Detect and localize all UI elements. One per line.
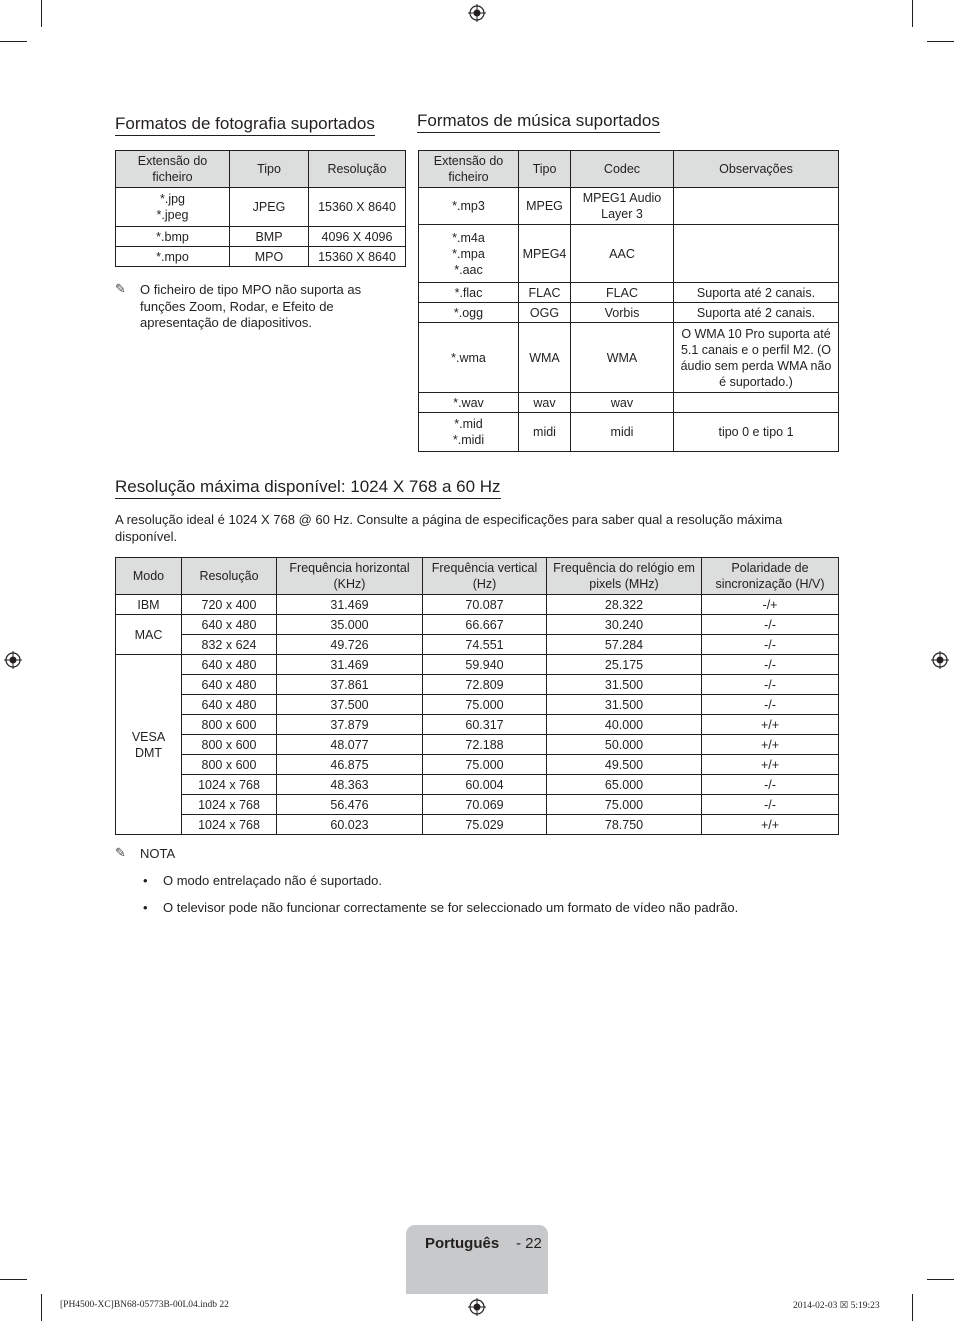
table-row (116, 815, 839, 835)
cell-resolution: 640 x 480 (182, 675, 277, 695)
table-row (419, 283, 839, 303)
table-row (419, 393, 839, 413)
cell-resolution: 15360 X 8640 (309, 188, 406, 227)
cell-resolution: 15360 X 8640 (309, 247, 406, 267)
header-type: Tipo (230, 151, 309, 188)
cell-vertical-frequency: 70.087 (423, 595, 547, 615)
table-row (116, 755, 839, 775)
cell-sync-polarity: -/- (702, 675, 839, 695)
header-observations: Observações (674, 151, 839, 188)
page-number: - 22 (516, 1235, 542, 1252)
cell-resolution: 640 x 480 (182, 615, 277, 635)
table-row (116, 715, 839, 735)
cell-horizontal-frequency: 37.879 (277, 715, 423, 735)
crop-mark (41, 1294, 42, 1321)
cell-sync-polarity: -/- (702, 615, 839, 635)
cell-extension: *.wav (419, 393, 519, 413)
cell-pixel-clock: 49.500 (547, 755, 702, 775)
cell-codec: FLAC (571, 283, 674, 303)
cell-extension: *.flac (419, 283, 519, 303)
cell-horizontal-frequency: 46.875 (277, 755, 423, 775)
cell-sync-polarity: +/+ (702, 755, 839, 775)
cell-codec: midi (571, 413, 674, 452)
cell-horizontal-frequency: 37.500 (277, 695, 423, 715)
cell-extension: *.mpo (116, 247, 230, 267)
page-language: Português (425, 1235, 500, 1252)
table-row (419, 188, 839, 225)
print-slug-date: 2014-02-03 ☒ 5:19:23 (793, 1301, 880, 1311)
cell-extension: *.jpg *.jpeg (116, 188, 230, 227)
cell-type: WMA (519, 323, 571, 393)
table-row (116, 655, 839, 675)
header-codec: Codec (571, 151, 674, 188)
cell-sync-polarity: -/- (702, 655, 839, 675)
cell-horizontal-frequency: 31.469 (277, 595, 423, 615)
cell-resolution: 4096 X 4096 (309, 227, 406, 247)
cell-observations (674, 393, 839, 413)
registration-mark-icon (468, 1298, 486, 1316)
bullet-text: O modo entrelaçado não é suportado. (163, 873, 382, 888)
crop-mark (0, 1279, 27, 1280)
crop-mark (41, 0, 42, 27)
cell-codec: wav (571, 393, 674, 413)
music-formats-heading: Formatos de música suportados (417, 111, 660, 133)
cell-type: midi (519, 413, 571, 452)
cell-pixel-clock: 25.175 (547, 655, 702, 675)
cell-pixel-clock: 57.284 (547, 635, 702, 655)
table-row (419, 225, 839, 283)
table-row (116, 775, 839, 795)
cell-vertical-frequency: 70.069 (423, 795, 547, 815)
cell-pixel-clock: 65.000 (547, 775, 702, 795)
header-resolution: Resolução (182, 558, 277, 595)
table-row (116, 615, 839, 635)
cell-horizontal-frequency: 48.363 (277, 775, 423, 795)
cell-extension: *.mp3 (419, 188, 519, 225)
crop-mark (927, 41, 954, 42)
cell-resolution: 800 x 600 (182, 755, 277, 775)
cell-observations (674, 188, 839, 225)
table-row (419, 413, 839, 452)
cell-type: MPO (230, 247, 309, 267)
cell-type: MPEG4 (519, 225, 571, 283)
cell-resolution: 832 x 624 (182, 635, 277, 655)
header-sync-polarity: Polaridade de sincronização (H/V) (702, 558, 839, 595)
nota-label: NOTA (140, 846, 176, 861)
cell-type: OGG (519, 303, 571, 323)
cell-sync-polarity: -/+ (702, 595, 839, 615)
cell-extension: *.wma (419, 323, 519, 393)
cell-type: BMP (230, 227, 309, 247)
cell-pixel-clock: 78.750 (547, 815, 702, 835)
cell-resolution: 640 x 480 (182, 695, 277, 715)
registration-mark-icon (468, 4, 486, 22)
header-type: Tipo (519, 151, 571, 188)
registration-mark-icon (4, 651, 22, 669)
cell-observations (674, 225, 839, 283)
cell-resolution: 640 x 480 (182, 655, 277, 675)
cell-codec: Vorbis (571, 303, 674, 323)
cell-observations: Suporta até 2 canais. (674, 303, 839, 323)
cell-vertical-frequency: 75.029 (423, 815, 547, 835)
cell-type: JPEG (230, 188, 309, 227)
table-row (116, 675, 839, 695)
cell-sync-polarity: +/+ (702, 815, 839, 835)
crop-mark (0, 41, 27, 42)
table-row (419, 323, 839, 393)
cell-vertical-frequency: 72.188 (423, 735, 547, 755)
photo-note (115, 282, 385, 332)
bullet-text: O televisor pode não funcionar correctamente se for seleccionado um formato de vídeo não padrão. (163, 900, 739, 915)
list-item (115, 873, 835, 900)
cell-pixel-clock: 28.322 (547, 595, 702, 615)
header-resolution: Resolução (309, 151, 406, 188)
resolution-table (115, 557, 839, 835)
cell-pixel-clock: 50.000 (547, 735, 702, 755)
bullet-icon: • (143, 873, 148, 888)
table-row (116, 795, 839, 815)
cell-extension: *.m4a *.mpa *.aac (419, 225, 519, 283)
cell-sync-polarity: -/- (702, 775, 839, 795)
cell-resolution: 720 x 400 (182, 595, 277, 615)
page-number-tab (406, 1225, 548, 1294)
cell-observations: Suporta até 2 canais. (674, 283, 839, 303)
cell-pixel-clock: 30.240 (547, 615, 702, 635)
cell-pixel-clock: 40.000 (547, 715, 702, 735)
cell-mode: VESA DMT (116, 655, 182, 835)
cell-extension: *.bmp (116, 227, 230, 247)
table-row (116, 227, 406, 247)
cell-vertical-frequency: 74.551 (423, 635, 547, 655)
table-row (116, 735, 839, 755)
cell-extension: *.mid *.midi (419, 413, 519, 452)
crop-mark (912, 1294, 913, 1321)
cell-sync-polarity: -/- (702, 635, 839, 655)
nota-bullets (115, 873, 835, 927)
cell-codec: AAC (571, 225, 674, 283)
table-row (116, 595, 839, 615)
cell-type: FLAC (519, 283, 571, 303)
cell-codec: WMA (571, 323, 674, 393)
cell-observations: O WMA 10 Pro suporta até 5.1 canais e o perfil M2. (O áudio sem perda WMA não é suportado.) (674, 323, 839, 393)
pencil-icon: ✎ (115, 282, 126, 297)
table-row (116, 695, 839, 715)
crop-mark (912, 0, 913, 27)
cell-vertical-frequency: 75.000 (423, 755, 547, 775)
cell-vertical-frequency: 59.940 (423, 655, 547, 675)
table-row (419, 303, 839, 323)
cell-resolution: 1024 x 768 (182, 815, 277, 835)
cell-resolution: 1024 x 768 (182, 795, 277, 815)
cell-vertical-frequency: 75.000 (423, 695, 547, 715)
cell-vertical-frequency: 72.809 (423, 675, 547, 695)
cell-sync-polarity: -/- (702, 795, 839, 815)
cell-sync-polarity: -/- (702, 695, 839, 715)
cell-resolution: 800 x 600 (182, 735, 277, 755)
table-row (116, 188, 406, 227)
cell-pixel-clock: 75.000 (547, 795, 702, 815)
cell-type: MPEG (519, 188, 571, 225)
photo-formats-table (115, 150, 406, 267)
cell-mode: IBM (116, 595, 182, 615)
cell-horizontal-frequency: 35.000 (277, 615, 423, 635)
cell-horizontal-frequency: 31.469 (277, 655, 423, 675)
registration-mark-icon (931, 651, 949, 669)
cell-vertical-frequency: 60.317 (423, 715, 547, 735)
crop-mark (927, 1279, 954, 1280)
cell-extension: *.ogg (419, 303, 519, 323)
photo-formats-heading: Formatos de fotografia suportados (115, 114, 375, 136)
nota-block (115, 846, 175, 863)
cell-pixel-clock: 31.500 (547, 695, 702, 715)
header-mode: Modo (116, 558, 182, 595)
cell-codec: MPEG1 Audio Layer 3 (571, 188, 674, 225)
cell-pixel-clock: 31.500 (547, 675, 702, 695)
bullet-icon: • (143, 900, 148, 915)
cell-mode: MAC (116, 615, 182, 655)
cell-vertical-frequency: 60.004 (423, 775, 547, 795)
cell-observations: tipo 0 e tipo 1 (674, 413, 839, 452)
header-extension: Extensão do ficheiro (116, 151, 230, 188)
cell-horizontal-frequency: 37.861 (277, 675, 423, 695)
resolution-intro: A resolução ideal é 1024 X 768 @ 60 Hz. Consulte a página de especificações para saber qual a resolução máxima disponível. (115, 512, 783, 544)
header-pixel-clock: Frequência do relógio em pixels (MHz) (547, 558, 702, 595)
cell-resolution: 800 x 600 (182, 715, 277, 735)
photo-note-text: O ficheiro de tipo MPO não suporta as funções Zoom, Rodar, e Efeito de apresentação de diapositivos. (140, 282, 362, 330)
print-slug-file: [PH4500-XC]BN68-05773B-00L04.indb 22 (60, 1300, 229, 1310)
cell-sync-polarity: +/+ (702, 715, 839, 735)
cell-horizontal-frequency: 49.726 (277, 635, 423, 655)
max-resolution-heading: Resolução máxima disponível: 1024 X 768 a 60 Hz (115, 477, 501, 499)
cell-sync-polarity: +/+ (702, 735, 839, 755)
cell-vertical-frequency: 66.667 (423, 615, 547, 635)
cell-horizontal-frequency: 48.077 (277, 735, 423, 755)
pencil-icon: ✎ (115, 846, 126, 861)
list-item (115, 900, 835, 927)
table-row (116, 635, 839, 655)
cell-type: wav (519, 393, 571, 413)
table-row (116, 247, 406, 267)
header-vertical-frequency: Frequência vertical (Hz) (423, 558, 547, 595)
cell-resolution: 1024 x 768 (182, 775, 277, 795)
header-horizontal-frequency: Frequência horizontal (KHz) (277, 558, 423, 595)
cell-horizontal-frequency: 56.476 (277, 795, 423, 815)
cell-horizontal-frequency: 60.023 (277, 815, 423, 835)
header-extension: Extensão do ficheiro (419, 151, 519, 188)
music-formats-table (418, 150, 839, 452)
